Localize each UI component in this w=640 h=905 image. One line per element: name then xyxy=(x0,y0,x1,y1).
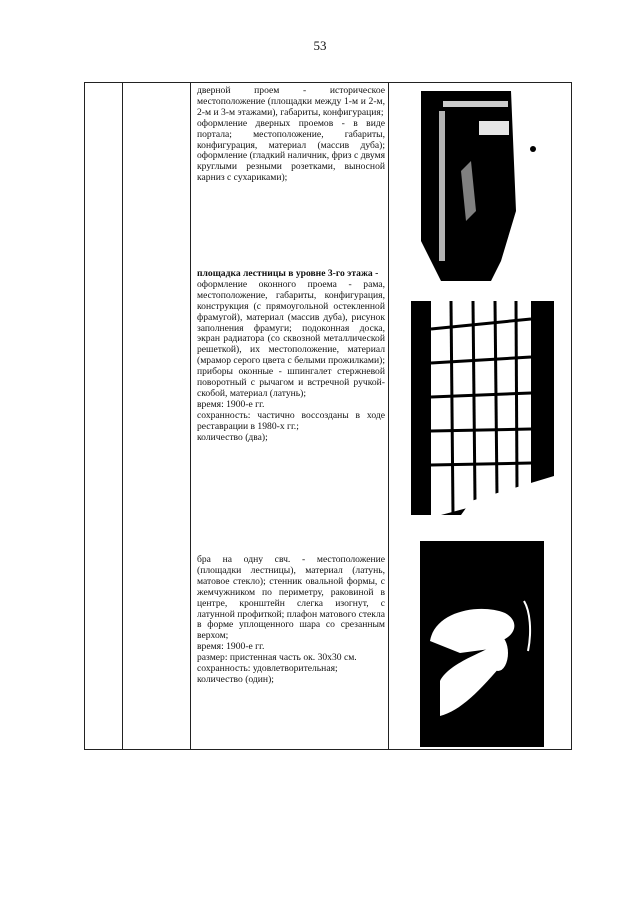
description-line: время: 1900-е гг. xyxy=(197,398,265,410)
description-line: сохранность: удовлетворительная; xyxy=(197,663,338,675)
description-line: сохранность: частично воссозданы в ходе реставрации в 1980-х гг.; xyxy=(197,409,385,432)
window-photo xyxy=(411,301,554,515)
document-table xyxy=(84,82,572,750)
description-line: бра на одну свч. - местоположение (площадки лестницы), материал (латунь, матовое стекло); стенник овальной формы, с жемчужником по периметру, раковиной в центре, кронштейн слегка изогнут, с латунной профиткой; плафон матового стекла в форме уплощенного шара со срезанным верхом; xyxy=(197,554,385,642)
description-line: оформление оконного проема - рама, местоположение, габариты, конфигурация, конструкция (с прямоугольной остекленной фрамугой), материал (массив дуба), рисунок заполнения фрамуги; подоконная доска, экран радиатора (со сквозной металлической решеткой), их местоположение, материал (мрамор серого цвета с белыми прожилками); приборы оконные - шпингалет стержневой поворотный с рычагом и встречной ручкой-скобой, материал (латунь); xyxy=(197,278,385,399)
description-line: время: 1900-е гг. xyxy=(197,641,265,653)
column-divider xyxy=(388,83,389,749)
column-divider xyxy=(190,83,191,749)
section-heading: площадка лестницы в уровне 3-го этажа - xyxy=(197,268,379,279)
description-line: размер: пристенная часть ок. 30х30 см. xyxy=(197,652,357,664)
page-number: 53 xyxy=(313,38,327,53)
description-line: количество (два); xyxy=(197,431,268,443)
description-sconce xyxy=(197,555,385,686)
description-line: дверной проем - историческое местоположение (площадки между 1-м и 2-м, 2-м и 3-м этажами), габариты, конфигурация; xyxy=(197,85,385,118)
doorway-photo xyxy=(421,91,544,281)
column-divider xyxy=(122,83,123,749)
description-line: оформление дверных проемов - в виде портала; местоположение, габариты, конфигурация, материал (массив дуба); оформление (гладкий наличник, фриз с двумя круглыми резными розетками, выносной карниз с сухариками); xyxy=(197,117,385,184)
description-landing xyxy=(197,269,385,444)
description-line: количество (один); xyxy=(197,673,274,685)
sconce-photo xyxy=(420,541,544,747)
description-doorway xyxy=(197,86,385,184)
